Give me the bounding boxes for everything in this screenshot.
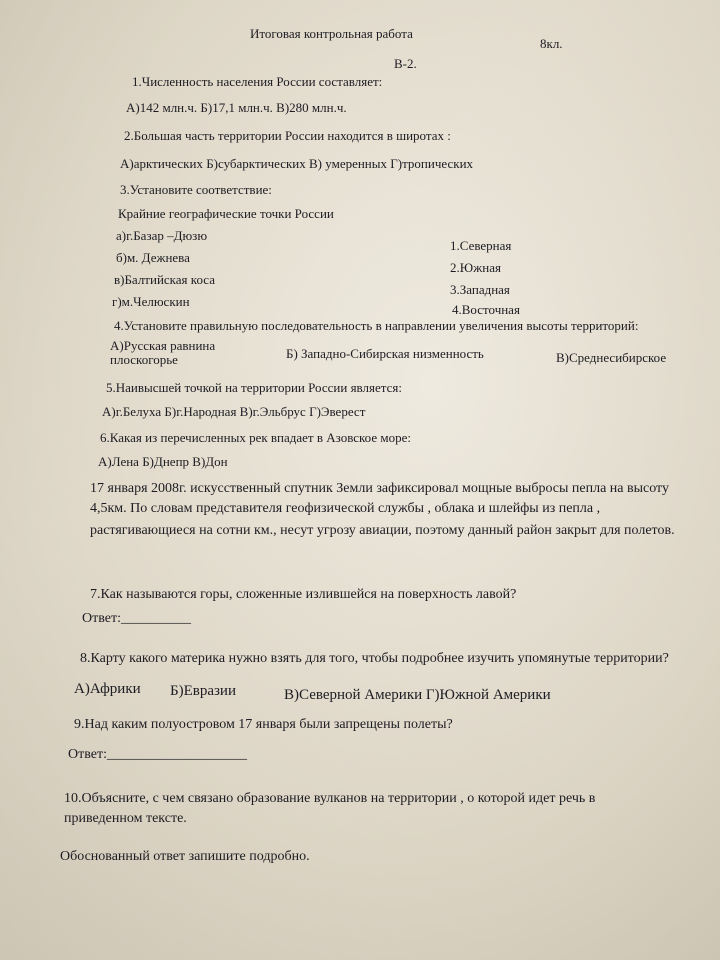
q8-option-cd: В)Северной Америки Г)Южной Америки xyxy=(284,687,551,703)
q7-answer-line[interactable]: Ответ:__________ xyxy=(82,611,191,626)
q8-option-b: Б)Евразии xyxy=(170,683,236,699)
question-1-options: А)142 млн.ч. Б)17,1 млн.ч. В)280 млн.ч. xyxy=(126,100,347,115)
q3-left-item: в)Балтийская коса xyxy=(114,272,215,287)
question-3-subtitle: Крайние географические точки России xyxy=(118,206,334,221)
question-6: 6.Какая из перечисленных рек впадает в Азовское море: xyxy=(100,430,411,445)
question-4: 4.Установите правильную последовательность в направлении увеличения высоты территорий: xyxy=(114,318,639,333)
variant-label: В-2. xyxy=(394,56,417,71)
passage-line: 4,5км. По словам представителя геофизической службы , облака и шлейфы из пепла , xyxy=(90,501,601,516)
q3-right-item: 1.Северная xyxy=(450,238,512,253)
q4-option-a: А)Русская равнина xyxy=(110,338,216,353)
question-5: 5.Наивысшей точкой на территории России является: xyxy=(106,380,402,395)
question-5-options: А)г.Белуха Б)г.Народная В)г.Эльбрус Г)Эверест xyxy=(102,404,366,419)
question-2-options: А)арктических Б)субарктических В) умеренных Г)тропических xyxy=(120,156,474,171)
q4-option-b: Б) Западно-Сибирская низменность xyxy=(286,346,484,361)
q3-right-item: 3.Западная xyxy=(450,282,510,297)
q9-answer-line[interactable]: Ответ:____________________ xyxy=(68,747,247,762)
passage-line: растягивающиеся на сотни км., несут угрозу авиации, поэтому данный район закрыт для полетов. xyxy=(90,523,675,538)
question-7: 7.Как называются горы, сложенные излившейся на поверхность лавой? xyxy=(90,587,517,602)
q4-option-c-continuation: плоскогорье xyxy=(110,352,178,367)
question-10-line1: 10.Объясните, с чем связано образование вулканов на территории , о которой идет речь в xyxy=(64,791,596,806)
grade-label: 8кл. xyxy=(540,36,563,51)
question-10-note: Обоснованный ответ запишите подробно. xyxy=(60,849,310,864)
question-9: 9.Над каким полуостровом 17 января были запрещены полеты? xyxy=(74,717,453,732)
question-8: 8.Карту какого материка нужно взять для того, чтобы подробнее изучить упомянутые территории? xyxy=(80,651,669,666)
question-1: 1.Численность населения России составляет: xyxy=(132,74,383,89)
passage-line: 17 января 2008г. искусственный спутник Земли зафиксировал мощные выбросы пепла на высоту xyxy=(90,481,669,496)
q4-option-c: В)Среднесибирское xyxy=(556,350,667,365)
q8-option-a: А)Африки xyxy=(74,681,141,697)
q3-left-item: а)г.Базар –Дюзю xyxy=(116,228,208,243)
q3-left-item: б)м. Дежнева xyxy=(116,250,190,265)
q3-left-item: г)м.Челюскин xyxy=(112,294,190,309)
question-6-options: А)Лена Б)Днепр В)Дон xyxy=(98,454,228,469)
question-2: 2.Большая часть территории России находится в широтах : xyxy=(124,128,451,143)
question-3: 3.Установите соответствие: xyxy=(120,182,272,197)
q3-right-item: 2.Южная xyxy=(450,260,501,275)
worksheet-title: Итоговая контрольная работа xyxy=(250,26,413,41)
question-10-line2: приведенном тексте. xyxy=(64,811,187,826)
q3-right-item: 4.Восточная xyxy=(452,302,520,317)
